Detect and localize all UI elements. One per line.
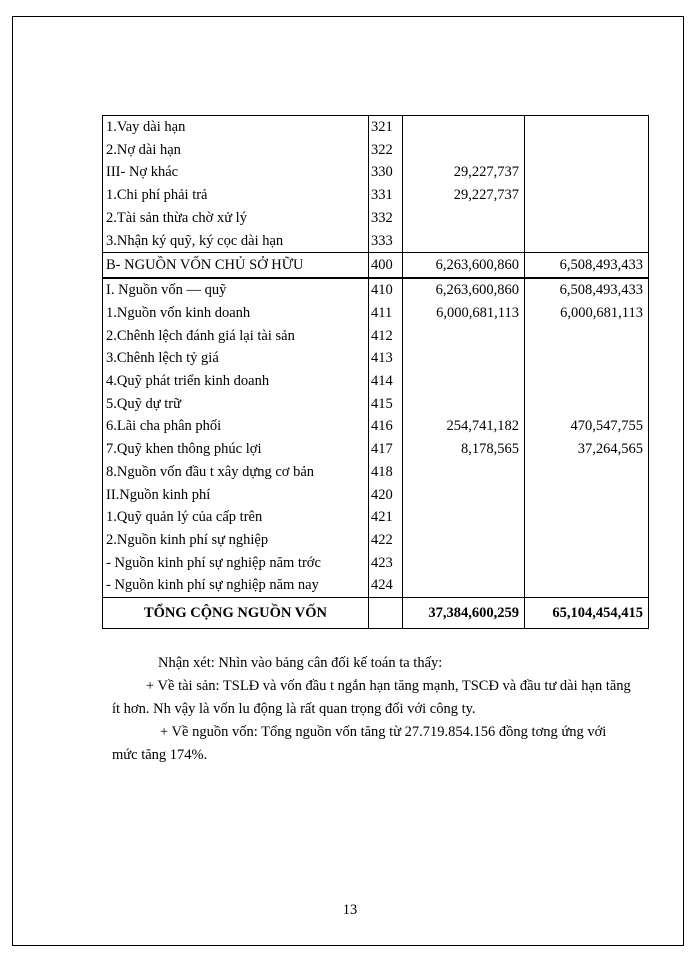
row-value-end bbox=[525, 461, 649, 484]
row-value-end bbox=[525, 230, 649, 253]
row-value-end bbox=[525, 370, 649, 393]
row-value-start: 37,384,600,259 bbox=[403, 598, 525, 629]
table-row bbox=[103, 302, 649, 325]
row-code: 423 bbox=[369, 552, 403, 575]
row-code: 421 bbox=[369, 506, 403, 529]
row-value-end bbox=[525, 161, 649, 184]
row-code: 420 bbox=[369, 484, 403, 507]
row-code: 330 bbox=[369, 161, 403, 184]
table-row bbox=[103, 278, 649, 302]
row-value-end bbox=[525, 116, 649, 139]
row-code: 417 bbox=[369, 438, 403, 461]
row-code: 400 bbox=[369, 253, 403, 279]
table-row bbox=[103, 116, 649, 139]
total-row bbox=[103, 598, 649, 629]
row-value-start bbox=[403, 347, 525, 370]
row-value-end bbox=[525, 393, 649, 416]
row-label: 1.Chi phí phải trả bbox=[103, 184, 369, 207]
table-row bbox=[103, 347, 649, 370]
row-label: TỔNG CỘNG NGUỒN VỐN bbox=[103, 598, 369, 629]
row-value-end bbox=[525, 529, 649, 552]
row-value-start bbox=[403, 574, 525, 597]
row-value-end: 37,264,565 bbox=[525, 438, 649, 461]
row-label: III- Nợ khác bbox=[103, 161, 369, 184]
row-label: II.Nguồn kinh phí bbox=[103, 484, 369, 507]
row-label: I. Nguồn vốn — quỹ bbox=[103, 278, 369, 302]
row-label: - Nguồn kinh phí sự nghiệp năm trớc bbox=[103, 552, 369, 575]
row-code: 321 bbox=[369, 116, 403, 139]
row-code: 322 bbox=[369, 139, 403, 162]
row-code: 418 bbox=[369, 461, 403, 484]
row-label: 2.Chênh lệch đánh giá lại tài sản bbox=[103, 325, 369, 348]
row-value-end bbox=[525, 574, 649, 597]
row-value-end bbox=[525, 184, 649, 207]
row-code: 413 bbox=[369, 347, 403, 370]
remarks-intro: Nhận xét: Nhìn vào bảng cân đối kế toán ta thấy: bbox=[158, 655, 443, 671]
table-row bbox=[103, 415, 649, 438]
row-value-start bbox=[403, 484, 525, 507]
row-value-end bbox=[525, 139, 649, 162]
row-label: 5.Quỹ dự trữ bbox=[103, 393, 369, 416]
remarks-assets: + Về tài sản: TSLĐ và vốn đầu t ngắn hạn tăng mạnh, TSCĐ và đầu tư dài hạn tăng ít hơn. Nh vậy là vốn lu động là rất quan trọng đối với công ty. bbox=[112, 678, 631, 717]
row-value-end bbox=[525, 484, 649, 507]
balance-sheet-body bbox=[103, 116, 649, 629]
table-row bbox=[103, 506, 649, 529]
table-row bbox=[103, 438, 649, 461]
table-row bbox=[103, 370, 649, 393]
row-value-end: 6,508,493,433 bbox=[525, 253, 649, 279]
row-code: 414 bbox=[369, 370, 403, 393]
row-code: 424 bbox=[369, 574, 403, 597]
row-value-start bbox=[403, 461, 525, 484]
row-label: 3.Nhận ký quỹ, ký cọc dài hạn bbox=[103, 230, 369, 253]
row-value-end: 6,508,493,433 bbox=[525, 278, 649, 302]
row-code: 410 bbox=[369, 278, 403, 302]
row-value-end bbox=[525, 325, 649, 348]
table-row bbox=[103, 230, 649, 253]
row-value-start: 6,263,600,860 bbox=[403, 253, 525, 279]
row-value-start bbox=[403, 393, 525, 416]
table-row bbox=[103, 529, 649, 552]
row-code: 416 bbox=[369, 415, 403, 438]
row-value-end bbox=[525, 347, 649, 370]
table-row bbox=[103, 393, 649, 416]
row-code: 412 bbox=[369, 325, 403, 348]
balance-sheet-table bbox=[102, 115, 649, 629]
row-value-start bbox=[403, 370, 525, 393]
row-code: 415 bbox=[369, 393, 403, 416]
table-row bbox=[103, 461, 649, 484]
row-label: 2.Nguồn kinh phí sự nghiệp bbox=[103, 529, 369, 552]
table-row bbox=[103, 552, 649, 575]
row-code: 422 bbox=[369, 529, 403, 552]
row-label: 2.Tài sản thừa chờ xử lý bbox=[103, 207, 369, 230]
row-code: 331 bbox=[369, 184, 403, 207]
row-label: 1.Nguồn vốn kinh doanh bbox=[103, 302, 369, 325]
row-value-start bbox=[403, 552, 525, 575]
row-value-start: 29,227,737 bbox=[403, 161, 525, 184]
table-row bbox=[103, 484, 649, 507]
row-value-start: 254,741,182 bbox=[403, 415, 525, 438]
row-label: 4.Quỹ phát triển kinh doanh bbox=[103, 370, 369, 393]
table-row bbox=[103, 325, 649, 348]
row-label: 8.Nguồn vốn đầu t xây dựng cơ bản bbox=[103, 461, 369, 484]
row-label: 7.Quỹ khen thông phúc lợi bbox=[103, 438, 369, 461]
row-label: 6.Lãi cha phân phối bbox=[103, 415, 369, 438]
row-value-start bbox=[403, 325, 525, 348]
table-row bbox=[103, 207, 649, 230]
table-row bbox=[103, 574, 649, 597]
row-label: - Nguồn kinh phí sự nghiệp năm nay bbox=[103, 574, 369, 597]
remarks-section bbox=[112, 652, 632, 767]
row-value-start: 6,263,600,860 bbox=[403, 278, 525, 302]
table-row bbox=[103, 184, 649, 207]
row-label: 2.Nợ dài hạn bbox=[103, 139, 369, 162]
row-label: 1.Vay dài hạn bbox=[103, 116, 369, 139]
row-code: 332 bbox=[369, 207, 403, 230]
row-code: 333 bbox=[369, 230, 403, 253]
page-number: 13 bbox=[342, 902, 358, 918]
row-value-end: 65,104,454,415 bbox=[525, 598, 649, 629]
row-value-end: 470,547,755 bbox=[525, 415, 649, 438]
row-value-start bbox=[403, 139, 525, 162]
row-value-end bbox=[525, 506, 649, 529]
row-value-start bbox=[403, 529, 525, 552]
row-value-start bbox=[403, 230, 525, 253]
table-row bbox=[103, 253, 649, 279]
row-label: 1.Quỹ quản lý của cấp trên bbox=[103, 506, 369, 529]
row-label: 3.Chênh lệch tỷ giá bbox=[103, 347, 369, 370]
row-value-end bbox=[525, 552, 649, 575]
row-value-start: 29,227,737 bbox=[403, 184, 525, 207]
row-value-start: 6,000,681,113 bbox=[403, 302, 525, 325]
row-value-end: 6,000,681,113 bbox=[525, 302, 649, 325]
row-code bbox=[369, 598, 403, 629]
row-value-end bbox=[525, 207, 649, 230]
row-value-start bbox=[403, 506, 525, 529]
row-value-start bbox=[403, 207, 525, 230]
table-row bbox=[103, 161, 649, 184]
row-value-start: 8,178,565 bbox=[403, 438, 525, 461]
table-row bbox=[103, 139, 649, 162]
remarks-capital: + Về nguồn vốn: Tổng nguồn vốn tăng từ 27.719.854.156 đồng tơng ứng với mức tăng 174%. bbox=[112, 724, 607, 763]
row-code: 411 bbox=[369, 302, 403, 325]
row-value-start bbox=[403, 116, 525, 139]
row-label: B- NGUỒN VỐN CHỦ SỞ HỮU bbox=[103, 253, 369, 279]
